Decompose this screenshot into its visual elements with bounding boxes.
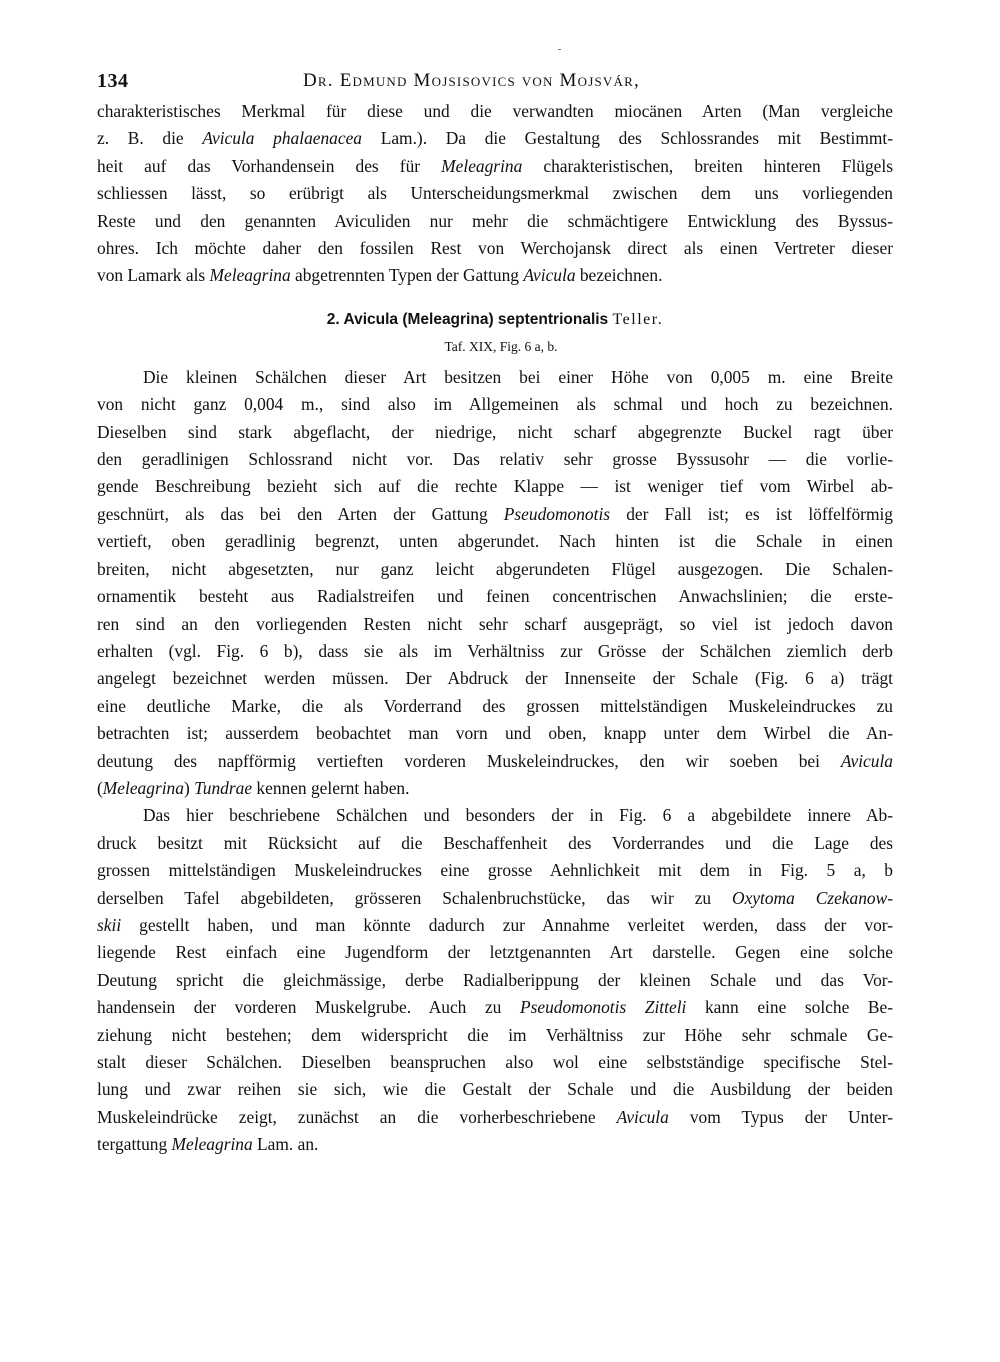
text-line [97, 611, 893, 638]
text-line [97, 262, 893, 289]
paragraph-2 [97, 802, 893, 1158]
text-segment: Deutung spricht die gleichmässige, derbe Radialberippung der kleinen Schale und das Vor- [97, 969, 893, 990]
text-segment: z. B. die [97, 128, 203, 149]
text-line [97, 501, 893, 528]
text-line [97, 775, 893, 802]
page-header [97, 62, 893, 98]
italic-term: Oxytoma Czekanow- [732, 887, 893, 908]
text-line [97, 446, 893, 473]
text-segment: angelegt bezeichnet werden müssen. Der Abdruck der Innenseite der Schale (Fig. 6 a) trägt [97, 668, 893, 689]
text-segment: abgetrennten Typen der Gattung [290, 265, 524, 286]
text-line [97, 939, 893, 966]
italic-term: Avicula [616, 1106, 669, 1127]
italic-term: Tundrae [194, 777, 253, 798]
text-segment: schliessen lässt, so erübrigt als Unterscheidungsmerkmal zwischen dem uns vorliegenden [97, 183, 893, 204]
text-line [97, 153, 893, 180]
text-line [97, 391, 893, 418]
text-segment: grossen mittelständigen Muskeleindruckes eine grosse Aehnlichkeit mit dem in Fig. 5 a, b [97, 860, 893, 881]
text-line [97, 720, 893, 747]
italic-term: skii [97, 914, 122, 935]
text-segment: kann eine solche Be- [686, 997, 893, 1018]
text-segment: kennen gelernt haben. [252, 777, 410, 798]
text-line [97, 857, 893, 884]
text-segment: vom Typus der Unter- [668, 1106, 893, 1127]
text-segment: heit auf das Vorhandensein des für [97, 155, 442, 176]
text-segment: Das hier beschriebene Schälchen und besonders der in Fig. 6 a abgebildete innere Ab- [143, 805, 893, 826]
text-line [97, 180, 893, 207]
text-line [97, 830, 893, 857]
text-segment: derselben Tafel abgebildeten, grösseren Schalenbruchstücke, das wir zu [97, 887, 733, 908]
text-line [97, 528, 893, 555]
text-segment: betrachten ist; ausserdem beobachtet man vorn und oben, knapp unter dem Wirbel die An- [97, 723, 893, 744]
text-segment: ) [183, 777, 195, 798]
section-title-text: 2. Avicula (Meleagrina) septentrionalis [326, 310, 609, 328]
text-segment: handensein der vorderen Muskelgrube. Auch zu [97, 997, 520, 1018]
text-line [97, 693, 893, 720]
text-line [97, 1131, 893, 1158]
plate-reference: Taf. XIX, Fig. 6 a, b. [444, 338, 558, 354]
page-number: 134 [97, 70, 129, 92]
text-line [97, 748, 893, 775]
text-segment: tergattung [97, 1134, 172, 1155]
text-line [97, 556, 893, 583]
text-line [97, 1022, 893, 1049]
text-line [97, 1104, 893, 1131]
text-line [97, 994, 893, 1021]
running-title: Dr. Edmund Mojsisovics von Mojsvár, [303, 70, 640, 91]
text-segment: ren sind an den vorliegenden Resten nicht sehr scharf ausgeprägt, so viel ist jedoch davon [97, 613, 893, 634]
text-segment: Reste und den genannten Aviculiden nur mehr die schmächtigere Entwicklung des Byssus- [97, 210, 893, 231]
text-segment: vertieft, oben geradlinig begrenzt, unten abgerundet. Nach hinten ist die Schale in einen [97, 531, 893, 552]
text-segment: erhalten (vgl. Fig. 6 b), dass sie als im Verhältniss zur Grösse der Schälchen ziemlich derb [97, 640, 893, 661]
text-line [97, 208, 893, 235]
text-line [97, 364, 893, 391]
section-title [97, 309, 893, 331]
text-line [97, 1076, 893, 1103]
text-segment: geschnürt, als das bei den Arten der Gattung [97, 503, 504, 524]
text-segment: stalt dieser Schälchen. Dieselben beanspruchen also wol eine selbstständige specifische Stel- [97, 1052, 893, 1072]
text-line [97, 912, 893, 939]
italic-term: Avicula phalaenacea [202, 128, 363, 149]
text-segment: Dieselben sind stark abgeflacht, der niedrige, nicht scharf abgegrenzte Buckel ragt über [97, 421, 893, 442]
italic-term: Meleagrina [102, 777, 184, 798]
text-line [97, 967, 893, 994]
text-line [97, 1049, 893, 1076]
text-line [97, 583, 893, 610]
text-segment: deutung des napfförmig vertieften vorderen Muskeleindruckes, den wir soeben bei [97, 750, 841, 771]
text-segment: den geradlinigen Schlossrand nicht vor. Das relativ sehr grosse Byssusohr — die vorlie- [97, 449, 893, 470]
italic-term: Avicula [523, 265, 576, 286]
text-segment: Muskeleindrücke zeigt, zunächst an die vorherbeschriebene [97, 1106, 617, 1127]
text-segment: druck besitzt mit Rücksicht auf die Beschaffenheit des Vorderrandes und die Lage des [97, 832, 893, 853]
text-segment: von nicht ganz 0,004 m., sind also im Allgemeinen als schmal und hoch zu bezeichnen. [97, 394, 893, 415]
text-line [97, 473, 893, 500]
text-line [97, 885, 893, 912]
text-line [97, 419, 893, 446]
italic-term: Pseudomonotis Zitteli [519, 997, 687, 1018]
text-line [97, 665, 893, 692]
text-line [97, 98, 893, 125]
page [97, 62, 893, 1159]
text-line [97, 802, 893, 829]
text-segment: ( [97, 777, 103, 798]
italic-term: Avicula [840, 750, 893, 771]
text-segment: der Fall ist; es ist löffelförmig [610, 503, 893, 524]
text-line [97, 638, 893, 665]
paragraph-1 [97, 364, 893, 803]
text-segment: Lam. an. [252, 1134, 319, 1155]
italic-term: Meleagrina [441, 155, 523, 176]
text-segment: ziehung nicht bestehen; dem widerspricht die im Verhältniss zur Höhe sehr schmale Ge- [97, 1024, 893, 1045]
text-segment: Die kleinen Schälchen dieser Art besitzen bei einer Höhe von 0,005 m. eine Breite [143, 366, 893, 387]
text-segment: charakteristisches Merkmal für diese und die verwandten miocänen Arten (Man vergleiche [97, 101, 893, 121]
text-segment: Lam.). Da die Gestaltung des Schlossrandes mit Bestimmt- [362, 128, 894, 149]
italic-term: Meleagrina [209, 265, 291, 286]
text-segment: ohres. Ich möchte daher den fossilen Rest von Werchojansk direct als einen Vertreter dieser [97, 238, 893, 259]
text-segment: ornamentik besteht aus Radialstreifen und feinen concentrischen Anwachslinien; die erste- [97, 586, 893, 607]
text-segment: von Lamark als [97, 265, 210, 286]
top-mark: - [558, 44, 562, 55]
text-segment: liegende Rest einfach eine Jugendform der letztgenannten Art darstelle. Gegen eine solche [97, 942, 893, 963]
italic-term: Meleagrina [171, 1134, 253, 1155]
text-segment: gende Beschreibung bezieht sich auf die rechte Klappe — ist weniger tief vom Wirbel ab- [97, 476, 893, 497]
text-segment: charakteristischen, breiten hinteren Flügels [522, 155, 893, 176]
text-segment: eine deutliche Marke, die als Vorderrand des grossen mittelständigen Muskeleindruckes zu [97, 695, 893, 716]
italic-term: Pseudomonotis [503, 503, 611, 524]
text-segment: breiten, nicht abgesetzten, nur ganz leicht abgerundeten Flügel ausgezogen. Die Schalen- [97, 558, 893, 579]
text-segment: gestellt haben, und man könnte dadurch zur Annahme verleitet werden, dass der vor- [121, 914, 893, 935]
text-line [97, 235, 893, 262]
text-segment: lung und zwar reihen sie sich, wie die Gestalt der Schale und die Ausbildung der beiden [97, 1079, 893, 1100]
text-line [97, 125, 893, 152]
intro-paragraph [97, 98, 893, 290]
section-author: Teller. [612, 310, 664, 328]
text-segment: bezeichnen. [575, 265, 663, 286]
